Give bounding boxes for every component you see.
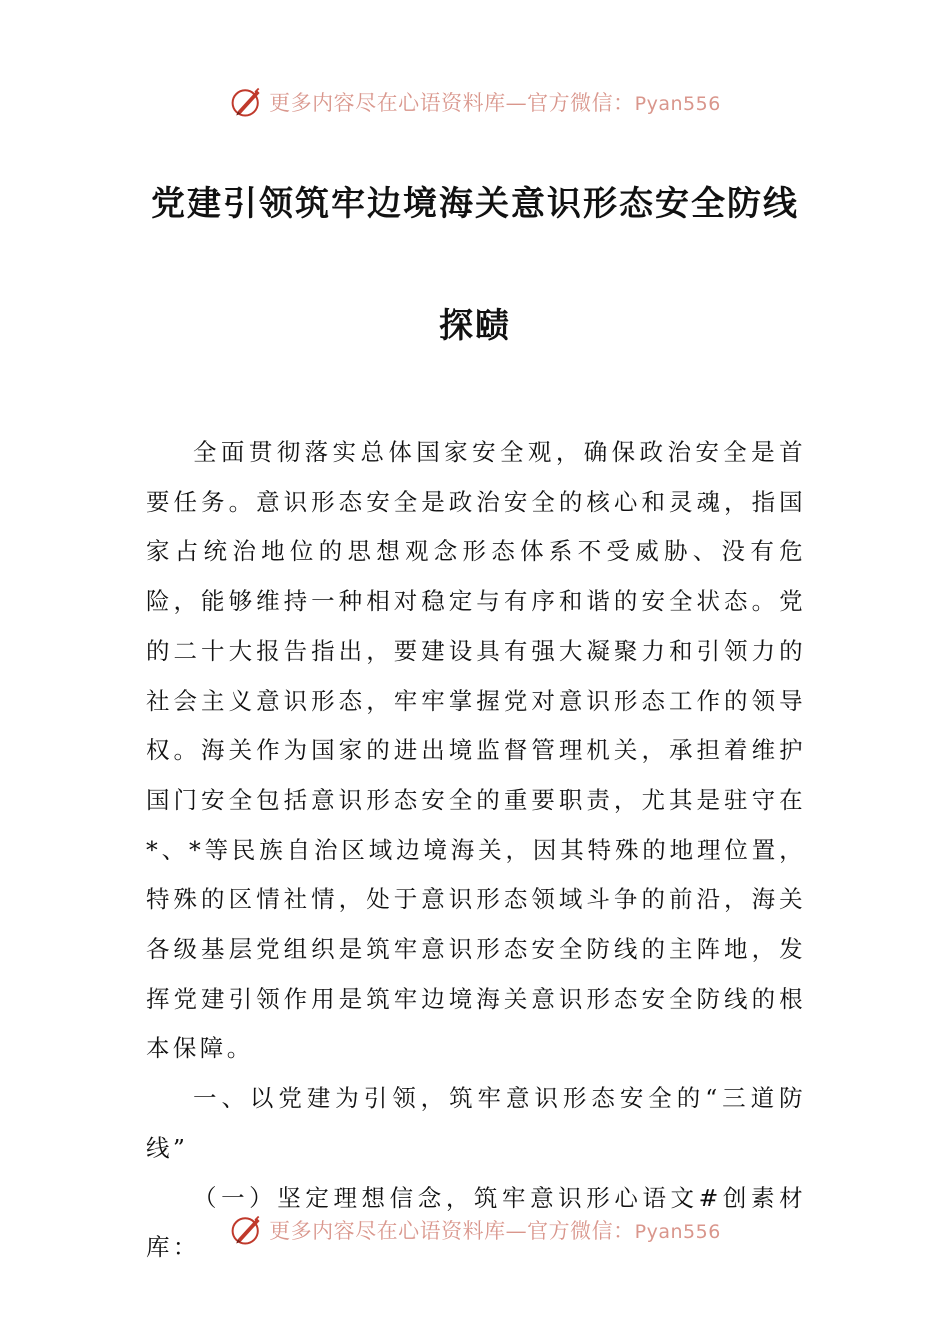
document-title: 党建引领筑牢边境海关意识形态安全防线	[151, 184, 799, 224]
watermark-text: 更多内容尽在心语资料库—官方微信：Pyan556	[269, 91, 721, 115]
subsection-heading: （一）坚定理想信念，筑牢意识形心语文#创素材库：	[146, 1183, 806, 1262]
header-watermark	[0, 82, 950, 122]
footer-watermark	[0, 1210, 950, 1250]
intro-paragraph: 全面贯彻落实总体国家安全观，确保政治安全是首要任务。意识形态安全是政治安全的核心和灵魂，指国家占统治地位的思想观念形态体系不受威胁、没有危险，能够维持一种相对稳定与有序和谐的安全状态。党的二十大报告指出，要建设具有强大凝聚力和引领力的社会主义意识形态，牢牢掌握党对意识形态工作的领导权。海关作为国家的进出境监督管理机关，承担着维护国门安全包括意识形态安全的重要职责，尤其是驻守在*、*等民族自治区域边境海关，因其特殊的地理位置，特殊的区情社情，处于意识形态领域斗争的前沿，海关各级基层党组织是筑牢意识形态安全防线的主阵地，发挥党建引领作用是筑牢边境海关意识形态安全防线的根本保障。	[146, 438, 806, 1063]
pen-logo-icon	[229, 84, 265, 120]
document-body	[146, 428, 806, 1273]
document-title-line2: 探赜	[439, 306, 511, 346]
pen-logo-icon	[229, 1212, 265, 1248]
section-heading: 一、以党建为引领，筑牢意识形态安全的“三道防线”	[146, 1084, 806, 1162]
watermark-text: 更多内容尽在心语资料库—官方微信：Pyan556	[269, 1219, 721, 1243]
